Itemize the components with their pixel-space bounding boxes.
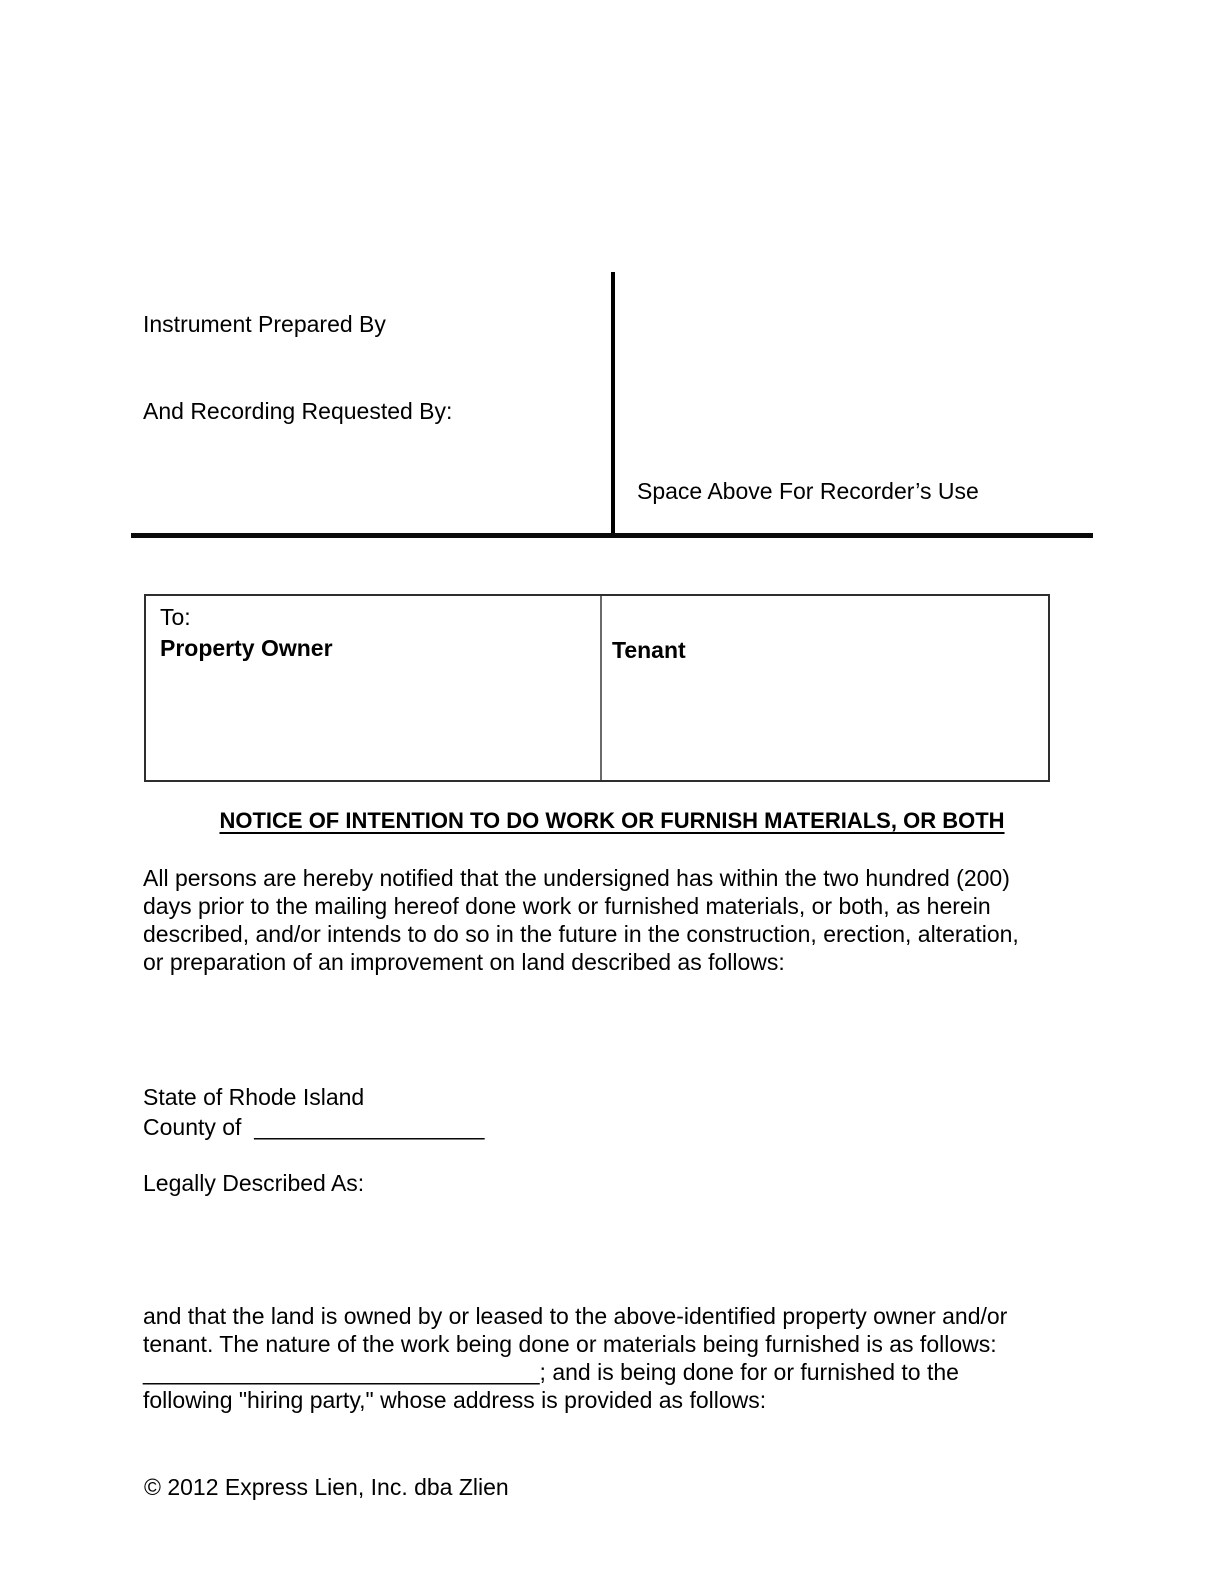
paragraph-1-line-3: described, and/or intends to do so in the future in the construction, erection, alteration, bbox=[143, 921, 1019, 947]
preparer-block bbox=[143, 252, 452, 484]
paragraph-1-line-2: days prior to the mailing hereof done work or furnished materials, or both, as herein bbox=[143, 893, 991, 919]
recipient-table bbox=[144, 594, 1050, 782]
paragraph-1-line-4: or preparation of an improvement on land described as follows: bbox=[143, 949, 785, 975]
paragraph-2-line-2: tenant. The nature of the work being done or materials being furnished is as follows: bbox=[143, 1331, 997, 1357]
state-county-block bbox=[143, 1082, 484, 1142]
paragraph-2-line-1: and that the land is owned by or leased to the above-identified property owner and/or bbox=[143, 1303, 1008, 1329]
preparer-line-1: Instrument Prepared By bbox=[143, 311, 386, 337]
paragraph-2-blank-line: _______________________________; and is being done for or furnished to the bbox=[143, 1359, 959, 1385]
legal-description-label: Legally Described As: bbox=[143, 1170, 365, 1196]
property-owner-header: Property Owner bbox=[160, 635, 333, 661]
notice-paragraph-1 bbox=[143, 864, 1019, 976]
to-label: To: bbox=[160, 604, 191, 630]
paragraph-1-line-1: All persons are hereby notified that the undersigned has within the two hundred (200) bbox=[143, 865, 1010, 891]
copyright-footer: © 2012 Express Lien, Inc. dba Zlien bbox=[144, 1474, 509, 1500]
recorder-box-divider-line bbox=[611, 272, 615, 535]
table-column-divider bbox=[600, 596, 602, 780]
recorder-use-label: Space Above For Recorder’s Use bbox=[637, 478, 979, 504]
state-line: State of Rhode Island bbox=[143, 1084, 365, 1110]
notice-paragraph-2 bbox=[143, 1302, 1007, 1414]
county-blank-line: County of __________________ bbox=[143, 1114, 485, 1140]
notice-title: NOTICE OF INTENTION TO DO WORK OR FURNISH MATERIALS, OR BOTH bbox=[219, 808, 1005, 833]
preparer-line-2: And Recording Requested By: bbox=[143, 398, 453, 424]
header-separator-line bbox=[131, 533, 1093, 538]
paragraph-2-line-4: following "hiring party," whose address is provided as follows: bbox=[143, 1387, 767, 1413]
tenant-header: Tenant bbox=[612, 637, 686, 663]
